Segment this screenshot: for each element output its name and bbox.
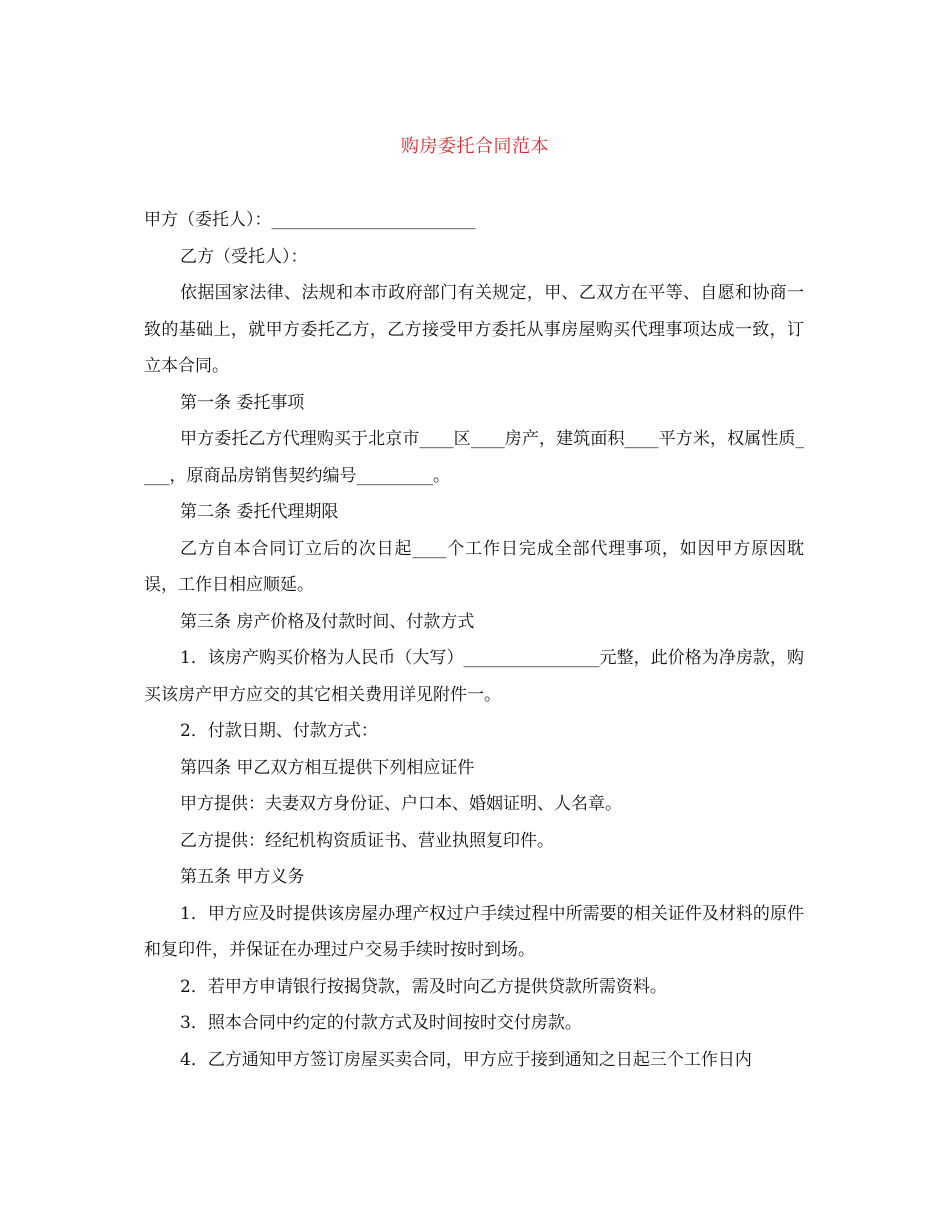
document-title: 购房委托合同范本 xyxy=(401,136,549,157)
preamble-paragraph: 依据国家法律、法规和本市政府部门有关规定，甲、乙双方在平等、自愿和协商一致的基础上，就甲方委托乙方，乙方接受甲方委托从事房屋购买代理事项达成一致，订立本合同。 xyxy=(144,283,804,376)
article-5-clause-2: 2．若甲方申请银行按揭贷款，需及时向乙方提供贷款所需资料。 xyxy=(180,976,667,997)
article-5-clause-3: 3．照本合同中约定的付款方式及时间按时交付房款。 xyxy=(180,1013,582,1033)
article-3-clause-2: 2．付款日期、付款方式： xyxy=(180,721,378,741)
article-3-heading: 第三条 房产价格及付款时间、付款方式 xyxy=(180,611,475,632)
article-1-paragraph: 甲方委托乙方代理购买于北京市____区____房产，建筑面积____平方米，权属性质____，原商品房销售契约编号_________。 xyxy=(144,429,804,486)
party-b-line: 乙方（受托人）： xyxy=(180,246,308,267)
article-2-heading: 第二条 委托代理期限 xyxy=(180,502,339,522)
article-3-clause-1: 1．该房产购买价格为人民币（大写）________________元整，此价格为净房款，购买该房产甲方应交的其它相关费用详见附件一。 xyxy=(144,648,804,705)
document-body xyxy=(144,202,804,1078)
article-2-paragraph: 乙方自本合同订立后的次日起____个工作日完成全部代理事项，如因甲方原因耽误，工作日相应顺延。 xyxy=(144,538,804,595)
article-5-clause-1: 1．甲方应及时提供该房屋办理产权过户手续过程中所需要的相关证件及材料的原件和复印件，并保证在办理过户交易手续时按时到场。 xyxy=(144,903,804,960)
article-4-party-a: 甲方提供：夫妻双方身份证、户口本、婚姻证明、人名章。 xyxy=(180,794,622,814)
article-5-clause-4: 4．乙方通知甲方签订房屋买卖合同，甲方应于接到通知之日起三个工作日内 xyxy=(180,1049,752,1070)
article-4-heading: 第四条 甲乙双方相互提供下列相应证件 xyxy=(180,757,475,778)
article-1-heading: 第一条 委托事项 xyxy=(180,392,305,413)
article-4-party-b: 乙方提供：经纪机构资质证书、营业执照复印件。 xyxy=(180,830,554,851)
article-5-heading: 第五条 甲方义务 xyxy=(180,867,305,887)
party-a-line: 甲方（委托人）：________________________ xyxy=(144,210,476,230)
